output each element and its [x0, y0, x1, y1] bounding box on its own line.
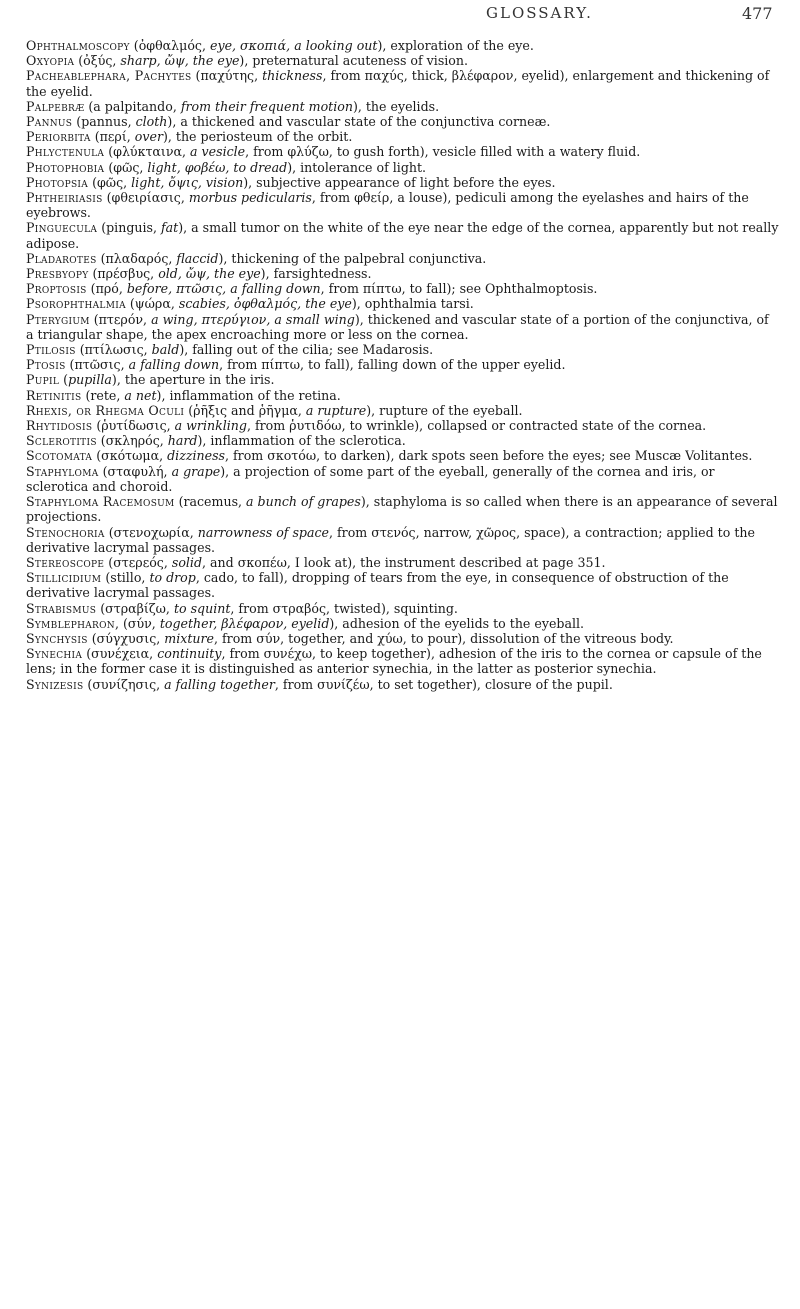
entry-etymology-open: (πλαδαρός, [96, 250, 177, 266]
entry-term: Synizesis [26, 676, 84, 692]
entry-definition: , from σύν, together, and χύω, to pour), dissolution of the vitreous body. [214, 630, 674, 646]
entry-term: Photopsia [26, 174, 89, 190]
entry-definition: ), intolerance of light. [287, 159, 427, 175]
glossary-entry [26, 175, 779, 190]
entry-gloss: to drop [149, 570, 196, 586]
entry-gloss: thickness [262, 68, 323, 84]
entry-term: Stillicidium [26, 570, 102, 586]
entry-etymology-open: ( [59, 372, 69, 388]
entry-definition: ), rupture of the eyeball. [366, 402, 523, 418]
entry-etymology-open: (συνίζησις, [83, 676, 165, 692]
entry-term: Pterygium [26, 311, 90, 327]
entry-term: Palpebræ [26, 98, 85, 114]
entry-etymology-open: (περί, [90, 129, 135, 145]
entry-definition: ), preternatural acuteness of vision. [239, 53, 469, 69]
entry-definition: ), thickening of the palpebral conjunctiva. [218, 250, 487, 266]
entry-gloss: hard [167, 433, 198, 449]
entry-gloss: a rupture [305, 402, 367, 418]
entry-gloss: pupilla [68, 372, 112, 388]
entry-etymology-open: (στερεός, [104, 554, 172, 570]
glossary-entry [26, 190, 779, 220]
entry-definition: ), falling out of the cilia; see Madarosis. [179, 342, 434, 358]
entry-definition: ), adhesion of the eyelids to the eyeball. [329, 615, 585, 631]
glossary-entry [26, 38, 779, 53]
glossary-entry [26, 601, 779, 616]
entry-definition: ), a thickened and vascular state of the conjunctiva corneæ. [167, 114, 551, 130]
entry-etymology-open: (ῥῆξις and ῥῆγμα, [184, 402, 306, 418]
entry-gloss: morbus pedicularis [188, 190, 312, 206]
entry-gloss: scabies, ὀφθαλμός, the eye [178, 296, 352, 312]
entry-etymology-open: (πτερόν, [89, 311, 152, 327]
glossary-entry [26, 266, 779, 281]
entry-etymology-open: (ψώρα, [125, 296, 179, 312]
entry-term: Synechia [26, 646, 83, 662]
entry-term: Pladarotes [26, 250, 97, 266]
entry-definition: ), subjective appearance of light before the eyes. [243, 174, 556, 190]
glossary-entry [26, 53, 779, 68]
entry-etymology-open: (φῶς, [88, 174, 132, 190]
glossary-entry [26, 403, 779, 418]
glossary-entry [26, 296, 779, 311]
entry-gloss: before, πτῶσις, a falling down [126, 281, 321, 297]
entry-gloss: a bunch of grapes [246, 494, 361, 510]
entry-gloss: narrowness of space [197, 524, 330, 540]
entry-gloss: a wing, πτερύγιον, a small wing [151, 311, 355, 327]
running-title: GLOSSARY. [486, 4, 593, 22]
entry-etymology-open: (stillo, [101, 570, 150, 586]
entry-term: Psorophthalmia [26, 296, 126, 312]
entry-term: Rhytidosis [26, 418, 93, 434]
glossary-entry [26, 616, 779, 631]
entry-definition: , from φθείρ, a louse), pediculi among the eyelashes and hairs of the eyebrows. [26, 190, 749, 221]
entry-gloss: a grape [171, 463, 221, 479]
glossary-entry [26, 631, 779, 646]
entry-term: Pacheablepharа, Pachytes [26, 68, 192, 84]
entry-definition: , and σκοπέω, I look at), the instrument described at page 351. [202, 554, 606, 570]
glossary-entry [26, 418, 779, 433]
entry-etymology-open: (φλύκταινα, [104, 144, 191, 160]
entry-gloss: over [134, 129, 163, 145]
entry-etymology-open: (ῥυτίδωσις, [92, 418, 175, 434]
entry-etymology-open: (στενοχωρία, [104, 524, 198, 540]
entry-gloss: mixture [164, 630, 215, 646]
entry-term: Phtheiriasis [26, 190, 103, 206]
entry-definition: , from στενός, narrow, χῶρος, space), a contraction; applied to the derivative lacrymal passages. [26, 524, 755, 555]
glossary-entry [26, 448, 779, 463]
glossary-entry [26, 494, 779, 524]
entry-etymology-open: (παχύτης, [191, 68, 263, 84]
entry-term: Synchysis [26, 630, 88, 646]
entry-gloss: solid [171, 554, 203, 570]
entry-term: Scotomata [26, 448, 93, 464]
entry-gloss: light, ὄψις, vision [131, 174, 244, 190]
entry-etymology-open: (pinguis, [97, 220, 161, 236]
entry-gloss: a falling down [128, 357, 220, 373]
entry-definition: ), inflammation of the sclerotica. [197, 433, 406, 449]
entry-etymology-open: (πτῶσις, [65, 357, 129, 373]
entry-definition: ), the aperture in the iris. [111, 372, 275, 388]
entry-gloss: cloth [135, 114, 168, 130]
entry-gloss: together, βλέφαρον, eyelid [159, 615, 330, 631]
entry-etymology-open: (σταφυλή, [98, 463, 172, 479]
entry-definition: ), ophthalmia tarsi. [351, 296, 474, 312]
glossary-entry [26, 129, 779, 144]
glossary-entry [26, 251, 779, 266]
entry-term: Ophthalmoscopy [26, 38, 130, 53]
entry-gloss: to squint [173, 600, 231, 616]
entry-etymology-open: (φῶς, [104, 159, 148, 175]
glossary-entry [26, 144, 779, 159]
entry-etymology-open: (σύγχυσις, [87, 630, 165, 646]
glossary-entry [26, 464, 779, 494]
entry-term: Pupil [26, 372, 60, 388]
glossary-entry [26, 388, 779, 403]
glossary-entry [26, 281, 779, 296]
entry-definition: ), thickened and vascular state of a portion of the conjunctiva, of a triangular shape, the apex encroaching more or less on the cornea. [26, 311, 769, 342]
entry-definition: , from σκοτόω, to darken), dark spots seen before the eyes; see Muscæ Volitantes. [225, 448, 753, 464]
glossary-entry [26, 677, 779, 692]
entry-definition: ), a projection of some part of the eyeball, generally of the cornea and iris, or sclerotica and choroid. [26, 463, 715, 494]
entry-gloss: eye, σκοπιά, a looking out [210, 38, 378, 53]
entry-gloss: a falling together [164, 676, 275, 692]
entry-definition: ), the periosteum of the orbit. [162, 129, 353, 145]
entry-etymology-open: (στραβίζω, [96, 600, 174, 616]
entry-etymology-open: (σκότωμα, [92, 448, 168, 464]
entry-term: Periorbita [26, 129, 91, 145]
glossary-entry [26, 646, 779, 676]
page-number: 477 [742, 4, 773, 23]
glossary-entry [26, 114, 779, 129]
glossary-entry [26, 372, 779, 387]
entry-gloss: old, ὤψ, the eye [158, 266, 261, 282]
entry-etymology-open: (racemus, [174, 494, 247, 510]
entry-term: Symblepharon [26, 615, 115, 631]
entry-definition: ), exploration of the eye. [377, 38, 534, 53]
entry-gloss: bald [151, 342, 180, 358]
entry-gloss: sharp, ὤψ, the eye [120, 53, 240, 69]
glossary-entry [26, 555, 779, 570]
entry-gloss: fat [161, 220, 179, 236]
entry-term: Staphyloma Racemosum [26, 494, 175, 510]
entry-definition: ), the eyelids. [352, 98, 440, 114]
entry-etymology-open: (σκληρός, [96, 433, 168, 449]
entry-gloss: a wrinkling [174, 418, 247, 434]
entry-definition: , from συνέχω, to keep together), adhesion of the iris to the cornea or capsule of the lens; in the former case it is distinguished as anterior synechia, in the latter as posterior synechia. [26, 646, 762, 677]
entry-etymology-open: (πρέσβυς, [88, 266, 159, 282]
glossary-entry [26, 68, 779, 98]
entry-definition: , from πίπτω, to fall); see Ophthalmoptosis. [320, 281, 598, 297]
entry-etymology-open: (ὀφθαλμός, [129, 38, 210, 53]
glossary-entry [26, 433, 779, 448]
glossary-entry [26, 160, 779, 175]
entry-definition: ), a small tumor on the white of the eye near the edge of the cornea, apparently but not really adipose. [26, 220, 779, 251]
entry-definition: ), inflammation of the retina. [156, 387, 341, 403]
entry-etymology-open: (φθειρίασις, [102, 190, 189, 206]
entry-definition: , from ῥυτιδόω, to wrinkle), collapsed or contracted state of the cornea. [246, 418, 707, 434]
entry-gloss: a net [124, 387, 157, 403]
entry-term: Oxyopia [26, 53, 75, 69]
entry-term: Pannus [26, 114, 73, 130]
entry-gloss: light, φοβέω, to dread [147, 159, 288, 175]
entry-etymology-open: , (σύν, [114, 615, 160, 631]
entry-definition: ), staphyloma is so called when there is an appearance of several projections. [26, 494, 778, 525]
entry-term: Rhexis, or Rhegma Oculi [26, 402, 185, 418]
entry-term: Presbyopy [26, 266, 89, 282]
entry-gloss: dizziness [167, 448, 226, 464]
entry-term: Proptosis [26, 281, 87, 297]
entry-term: Stereoscope [26, 554, 105, 570]
entry-term: Phlyctenula [26, 144, 105, 160]
entry-gloss: a vesicle [190, 144, 246, 160]
page-header [0, 4, 800, 28]
entry-term: Staphyloma [26, 463, 99, 479]
entry-etymology-open: (rete, [81, 387, 125, 403]
glossary-entry [26, 312, 779, 342]
entry-term: Photophobia [26, 159, 105, 175]
entry-definition: , from συνίζέω, to set together), closure of the pupil. [274, 676, 613, 692]
entry-definition: ), farsightedness. [260, 266, 372, 282]
entry-definition: , from πίπτω, to fall), falling down of the upper eyelid. [219, 357, 566, 373]
glossary-entry [26, 342, 779, 357]
entry-term: Ptilosis [26, 342, 76, 358]
glossary-entry [26, 525, 779, 555]
entry-definition: , cado, to fall), dropping of tears from the eye, in consequence of obstruction of the derivative lacrymal passages. [26, 570, 729, 601]
entry-etymology-open: (pannus, [72, 114, 136, 130]
entry-term: Sclerotitis [26, 433, 97, 449]
entry-etymology-open: (ὀξύς, [74, 53, 121, 69]
entry-definition: , from παχύς, thick, βλέφαρον, eyelid), enlargement and thickening of the eyelid. [26, 68, 770, 99]
glossary-entry [26, 570, 779, 600]
entry-gloss: flaccid [176, 250, 219, 266]
entry-term: Retinitis [26, 387, 82, 403]
entry-etymology-open: (συνέχεια, [82, 646, 158, 662]
entry-term: Pinguecula [26, 220, 98, 236]
entry-term: Strabismus [26, 600, 97, 616]
glossary-entry [26, 357, 779, 372]
entry-gloss: from their frequent motion [180, 98, 353, 114]
entry-definition: , from φλύζω, to gush forth), vesicle filled with a watery fluid. [245, 144, 641, 160]
glossary-entry [26, 220, 779, 250]
glossary-entry [26, 99, 779, 114]
entry-term: Ptosis [26, 357, 66, 373]
glossary-entries [26, 38, 779, 692]
entry-etymology-open: (a palpitando, [84, 98, 181, 114]
entry-gloss: continuity [157, 646, 222, 662]
entry-term: Stenochoria [26, 524, 105, 540]
entry-etymology-open: (πρό, [86, 281, 127, 297]
entry-definition: , from στραβός, twisted), squinting. [230, 600, 458, 616]
entry-etymology-open: (πτίλωσις, [75, 342, 152, 358]
